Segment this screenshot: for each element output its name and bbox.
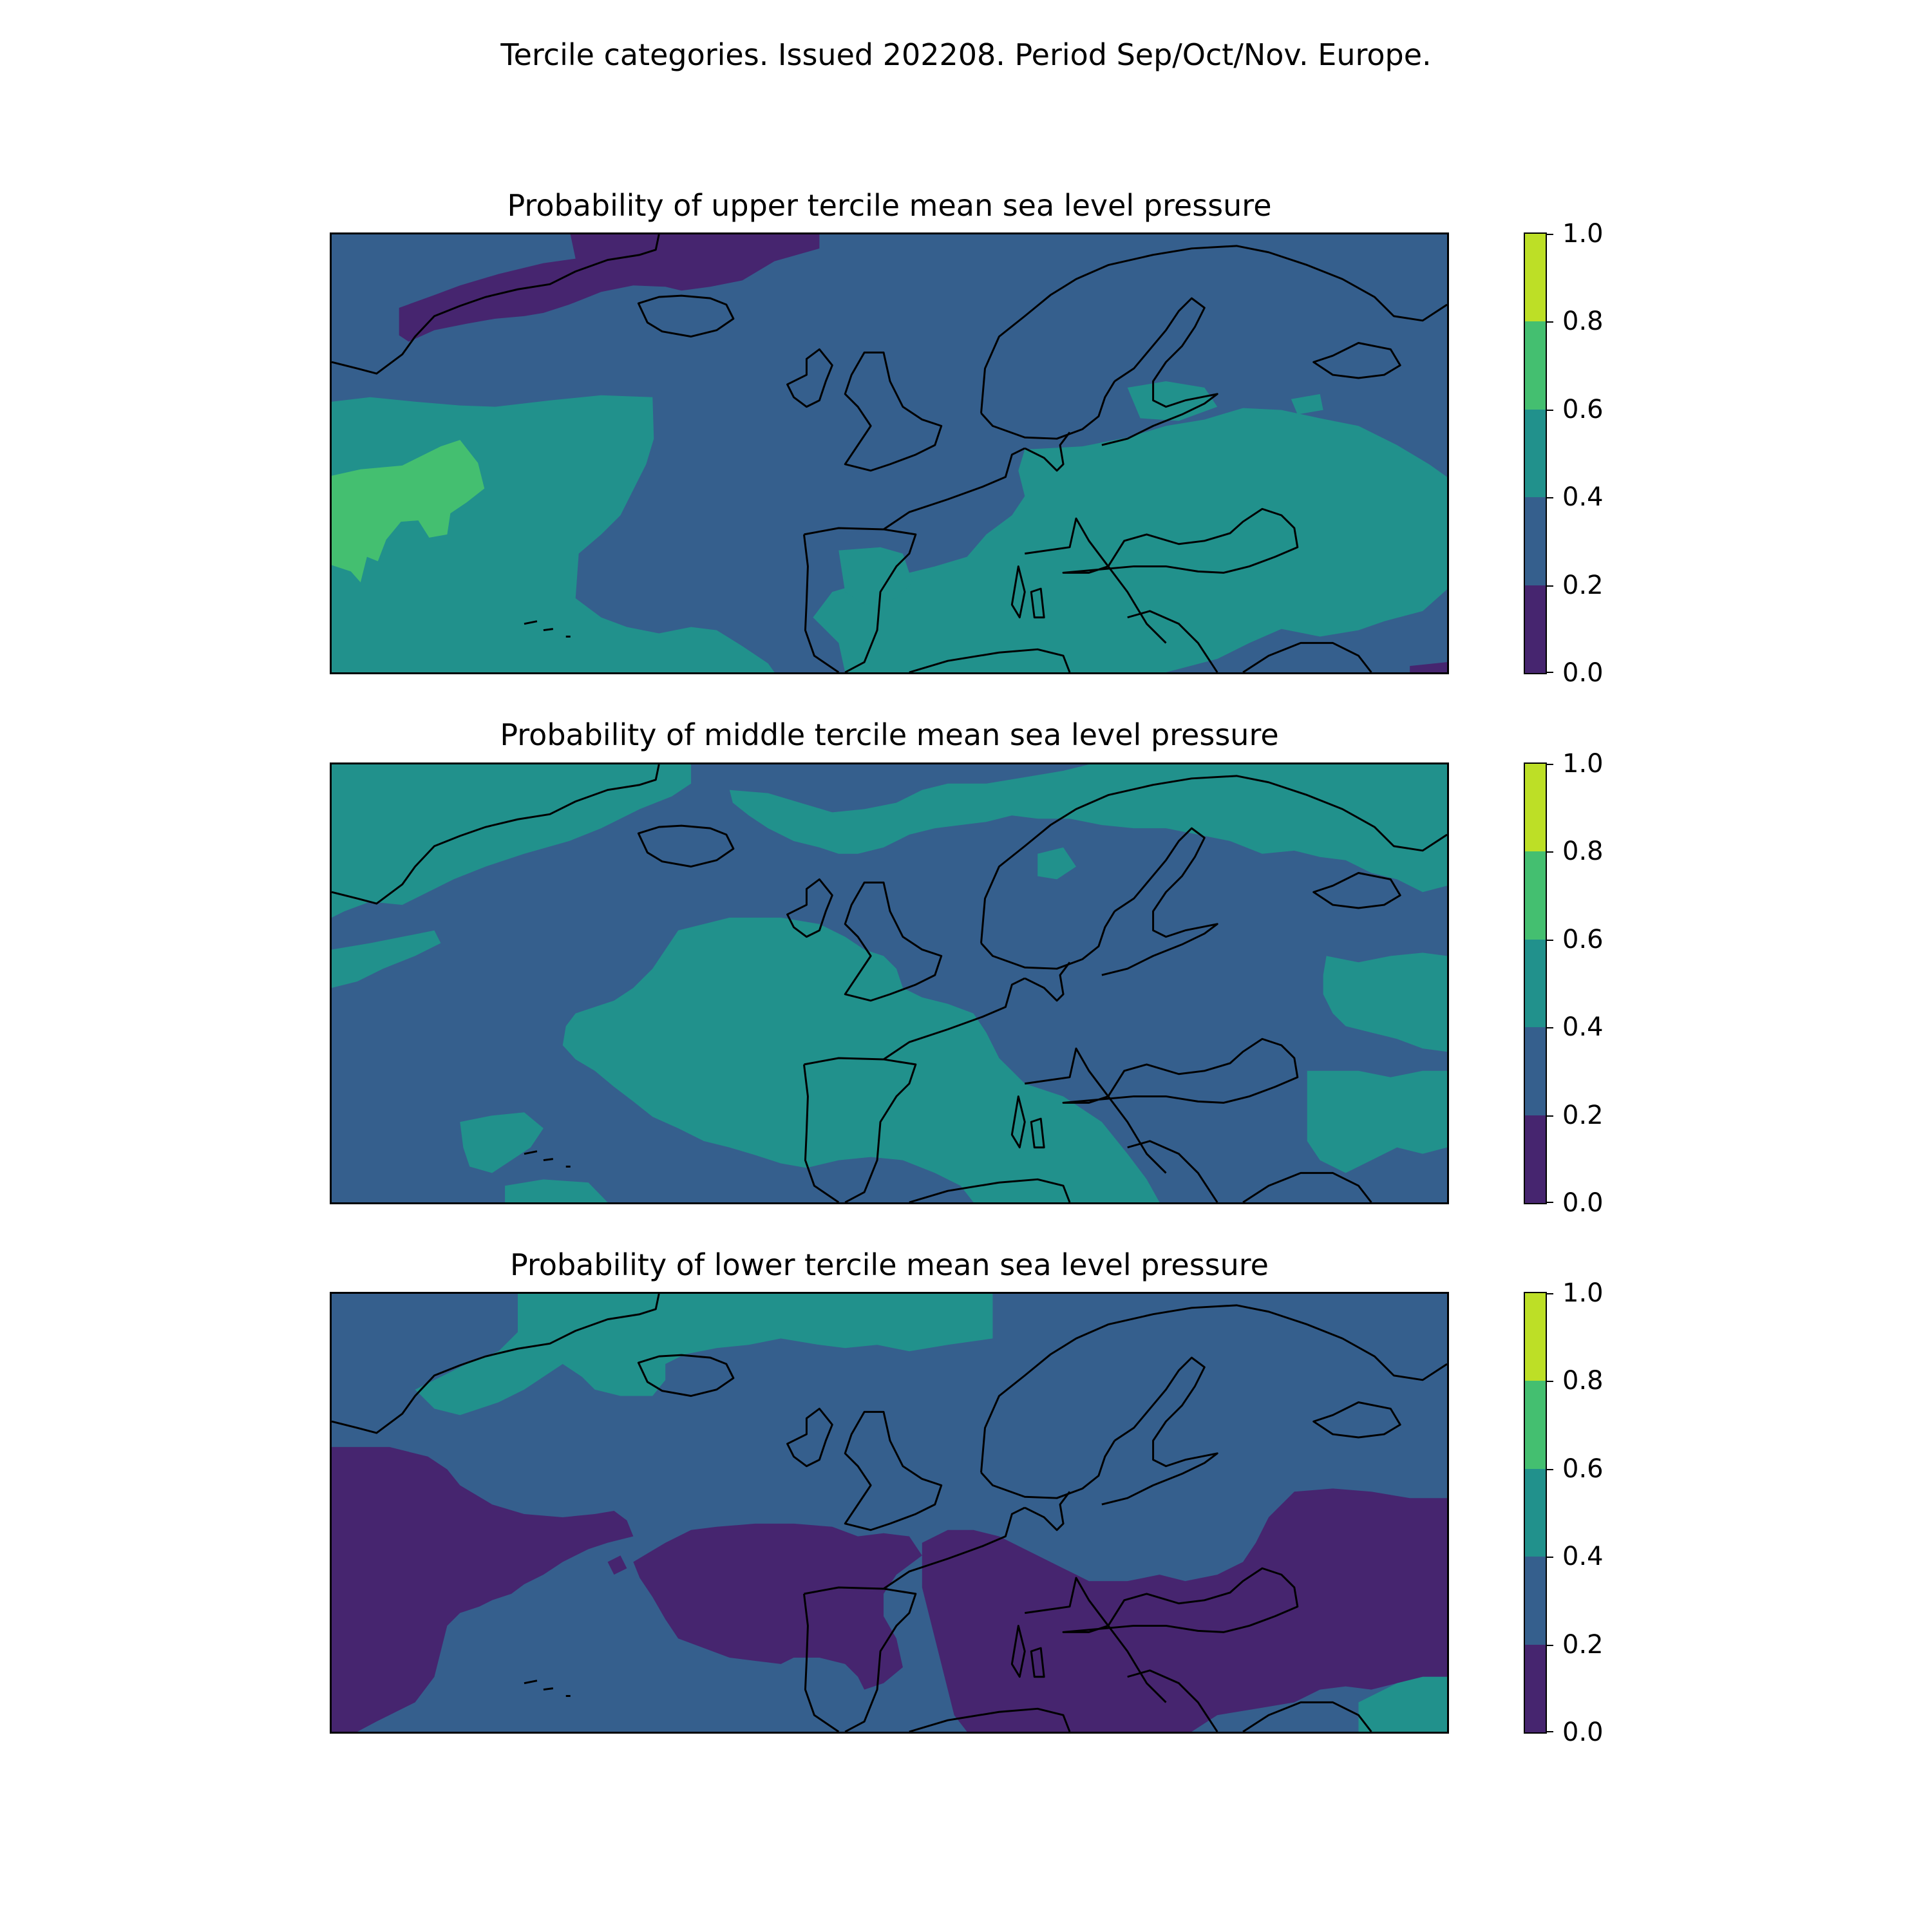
cbar-lower-tick-label: 0.0: [1562, 1718, 1604, 1747]
cbar-upper-tick-label: 1.0: [1562, 219, 1604, 249]
cbar-lower-tick-label: 0.2: [1562, 1629, 1604, 1660]
cbar-middle-tick-label: 1.0: [1562, 749, 1604, 779]
panel-lower-title: Probability of lower tercile mean sea level pressure: [510, 1247, 1269, 1282]
cbar-lower-seg-4: [1525, 1381, 1546, 1468]
cbar-middle-tick-label: 0.4: [1562, 1012, 1604, 1043]
cbar-upper-seg-1: [1525, 585, 1546, 673]
cbar-lower-tick-label: 1.0: [1562, 1278, 1604, 1308]
panel-lower-map: [330, 1292, 1449, 1734]
cbar-middle-tick: [1547, 1202, 1553, 1203]
panel-upper-title: Probability of upper tercile mean sea level pressure: [507, 188, 1272, 223]
cbar-upper-tick-label: 0.6: [1562, 394, 1604, 424]
cbar-lower-seg-2: [1525, 1557, 1546, 1644]
cbar-lower-seg-5: [1525, 1293, 1546, 1381]
cbar-upper-tick: [1547, 672, 1553, 673]
cbar-upper-tick: [1547, 234, 1553, 235]
cbar-lower-tick: [1547, 1293, 1553, 1294]
cbar-lower-tick: [1547, 1469, 1553, 1470]
cbar-middle-tick-label: 0.2: [1562, 1100, 1604, 1130]
figure-suptitle: Tercile categories. Issued 202208. Period Sep/Oct/Nov. Europe.: [500, 37, 1432, 72]
panel-upper-map: [330, 232, 1449, 674]
cbar-upper-tick: [1547, 497, 1553, 498]
cbar-upper-tick-label: 0.0: [1562, 658, 1604, 688]
upper-tercile-field: [332, 234, 1447, 672]
cbar-middle-seg-1: [1525, 1115, 1546, 1203]
cbar-middle-tick-label: 0.0: [1562, 1188, 1604, 1218]
cbar-upper-tick-label: 0.4: [1562, 482, 1604, 513]
cbar-lower-tick: [1547, 1381, 1553, 1382]
cbar-upper-tick: [1547, 585, 1553, 587]
cbar-middle-seg-5: [1525, 764, 1546, 851]
cbar-middle-tick: [1547, 1115, 1553, 1117]
cbar-lower-tick-label: 0.8: [1562, 1366, 1604, 1396]
cbar-upper-seg-3: [1525, 410, 1546, 497]
cbar-lower-tick: [1547, 1645, 1553, 1646]
panel-middle-map: [330, 762, 1449, 1204]
panel-middle-colorbar: [1524, 749, 1604, 1218]
cbar-lower-seg-3: [1525, 1469, 1546, 1557]
cbar-lower-tick: [1547, 1731, 1553, 1732]
cbar-middle-tick-label: 0.8: [1562, 837, 1604, 867]
cbar-upper-tick-label: 0.8: [1562, 307, 1604, 337]
cbar-middle-tick-label: 0.6: [1562, 924, 1604, 954]
panel-lower-colorbar: [1524, 1278, 1604, 1747]
cbar-upper-seg-4: [1525, 321, 1546, 409]
cbar-lower-tick-label: 0.6: [1562, 1454, 1604, 1484]
cbar-lower-tick: [1547, 1557, 1553, 1558]
middle-tercile-field: [332, 764, 1447, 1202]
lower-tercile-field: [332, 1294, 1447, 1732]
cbar-middle-tick: [1547, 851, 1553, 853]
cbar-middle-tick: [1547, 940, 1553, 941]
cbar-upper-seg-5: [1525, 234, 1546, 321]
panel-middle-title: Probability of middle tercile mean sea level pressure: [500, 717, 1279, 752]
cbar-middle-tick: [1547, 764, 1553, 765]
cbar-middle-tick: [1547, 1027, 1553, 1028]
cbar-middle-seg-2: [1525, 1027, 1546, 1115]
cbar-upper-tick-label: 0.2: [1562, 570, 1604, 600]
cbar-upper-tick: [1547, 321, 1553, 323]
cbar-middle-seg-3: [1525, 940, 1546, 1027]
panel-upper-colorbar: [1524, 219, 1604, 688]
cbar-upper-seg-2: [1525, 497, 1546, 585]
cbar-lower-seg-1: [1525, 1645, 1546, 1732]
cbar-upper-tick: [1547, 410, 1553, 411]
cbar-middle-seg-4: [1525, 851, 1546, 939]
cbar-lower-tick-label: 0.4: [1562, 1542, 1604, 1572]
